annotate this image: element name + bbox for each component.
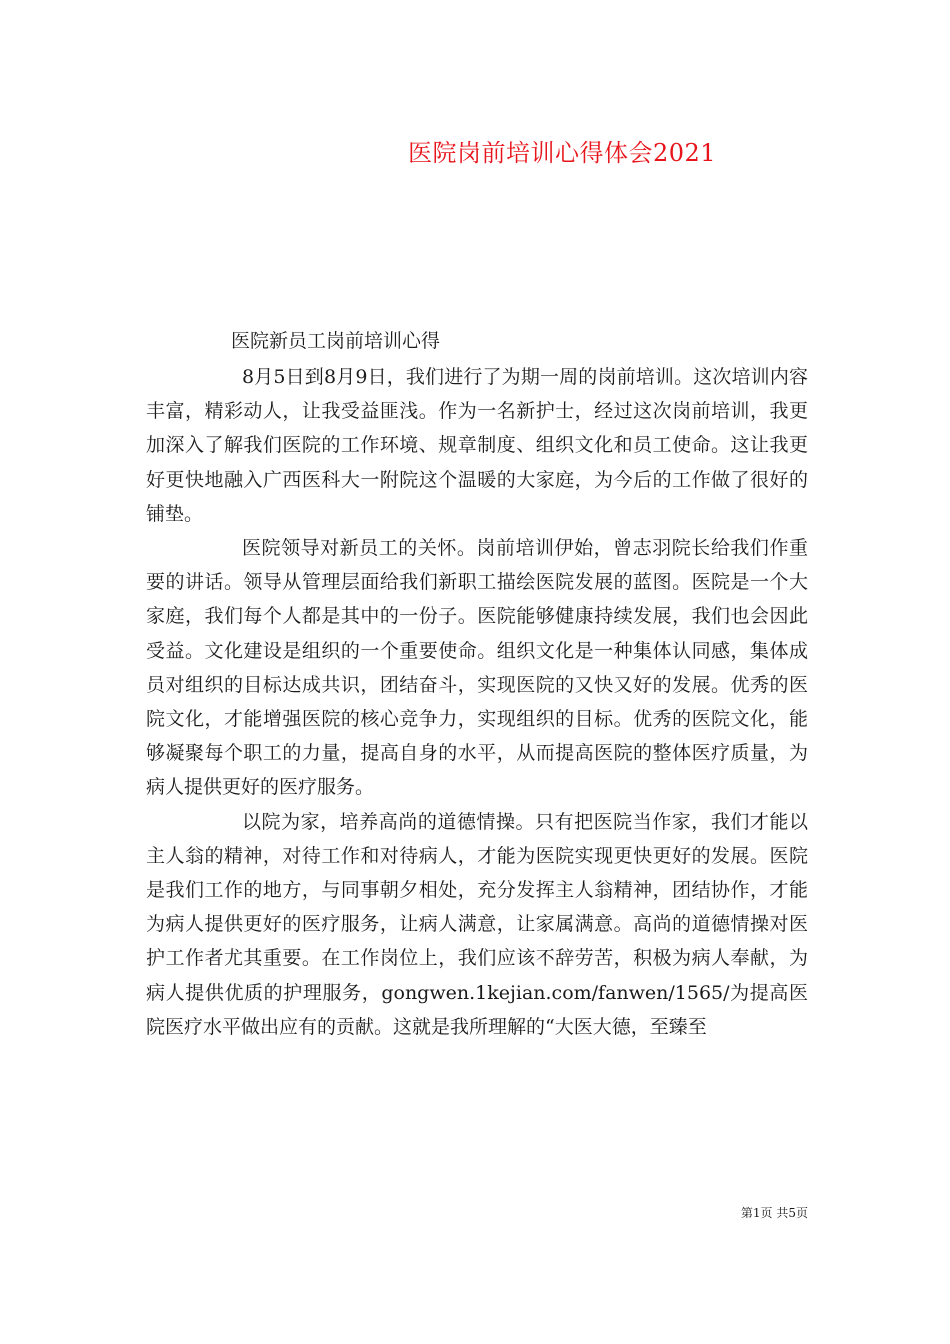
document-title: 医院岗前培训心得体会2021 (408, 139, 717, 167)
page-number: 第1页 共5页 (740, 1206, 808, 1220)
document-subtitle: 医院新员工岗前培训心得 (231, 330, 441, 352)
document-body (146, 360, 808, 1044)
paragraph-2: 医院领导对新员工的关怀。岗前培训伊始，曾志羽院长给我们作重要的讲话。领导从管理层面给我们新职工描绘医院发展的蓝图。医院是一个大家庭，我们每个人都是其中的一份子。医院能够健康持续发展，我们也会因此受益。文化建设是组织的一个重要使命。组织文化是一种集体认同感，集体成员对组织的目标达成共识，团结奋斗，实现医院的又快又好的发展。优秀的医院文化，才能增强医院的核心竞争力，实现组织的目标。优秀的医院文化，能够凝聚每个职工的力量，提高自身的水平，从而提高医院的整体医疗质量，为病人提供更好的医疗服务。 (146, 537, 808, 799)
paragraph-3: 以院为家，培养高尚的道德情操。只有把医院当作家，我们才能以主人翁的精神，对待工作和对待病人，才能为医院实现更快更好的发展。医院是我们工作的地方，与同事朝夕相处，充分发挥主人翁精神，团结协作，才能为病人提供更好的医疗服务，让病人满意，让家属满意。高尚的道德情操对医护工作者尤其重要。在工作岗位上，我们应该不辞劳苦，积极为病人奉献，为病人提供优质的护理服务，gongwen.1kejian.com/fanwen/1565/为提高医院医疗水平做出应有的贡献。这就是我所理解的“大医大德，至臻至 (146, 810, 808, 1038)
paragraph-1: 8月5日到8月9日，我们进行了为期一周的岗前培训。这次培训内容丰富，精彩动人，让我受益匪浅。作为一名新护士，经过这次岗前培训，我更加深入了解我们医院的工作环境、规章制度、组织文化和员工使命。这让我更好更快地融入广西医科大一附院这个温暖的大家庭，为今后的工作做了很好的铺垫。 (146, 366, 808, 525)
